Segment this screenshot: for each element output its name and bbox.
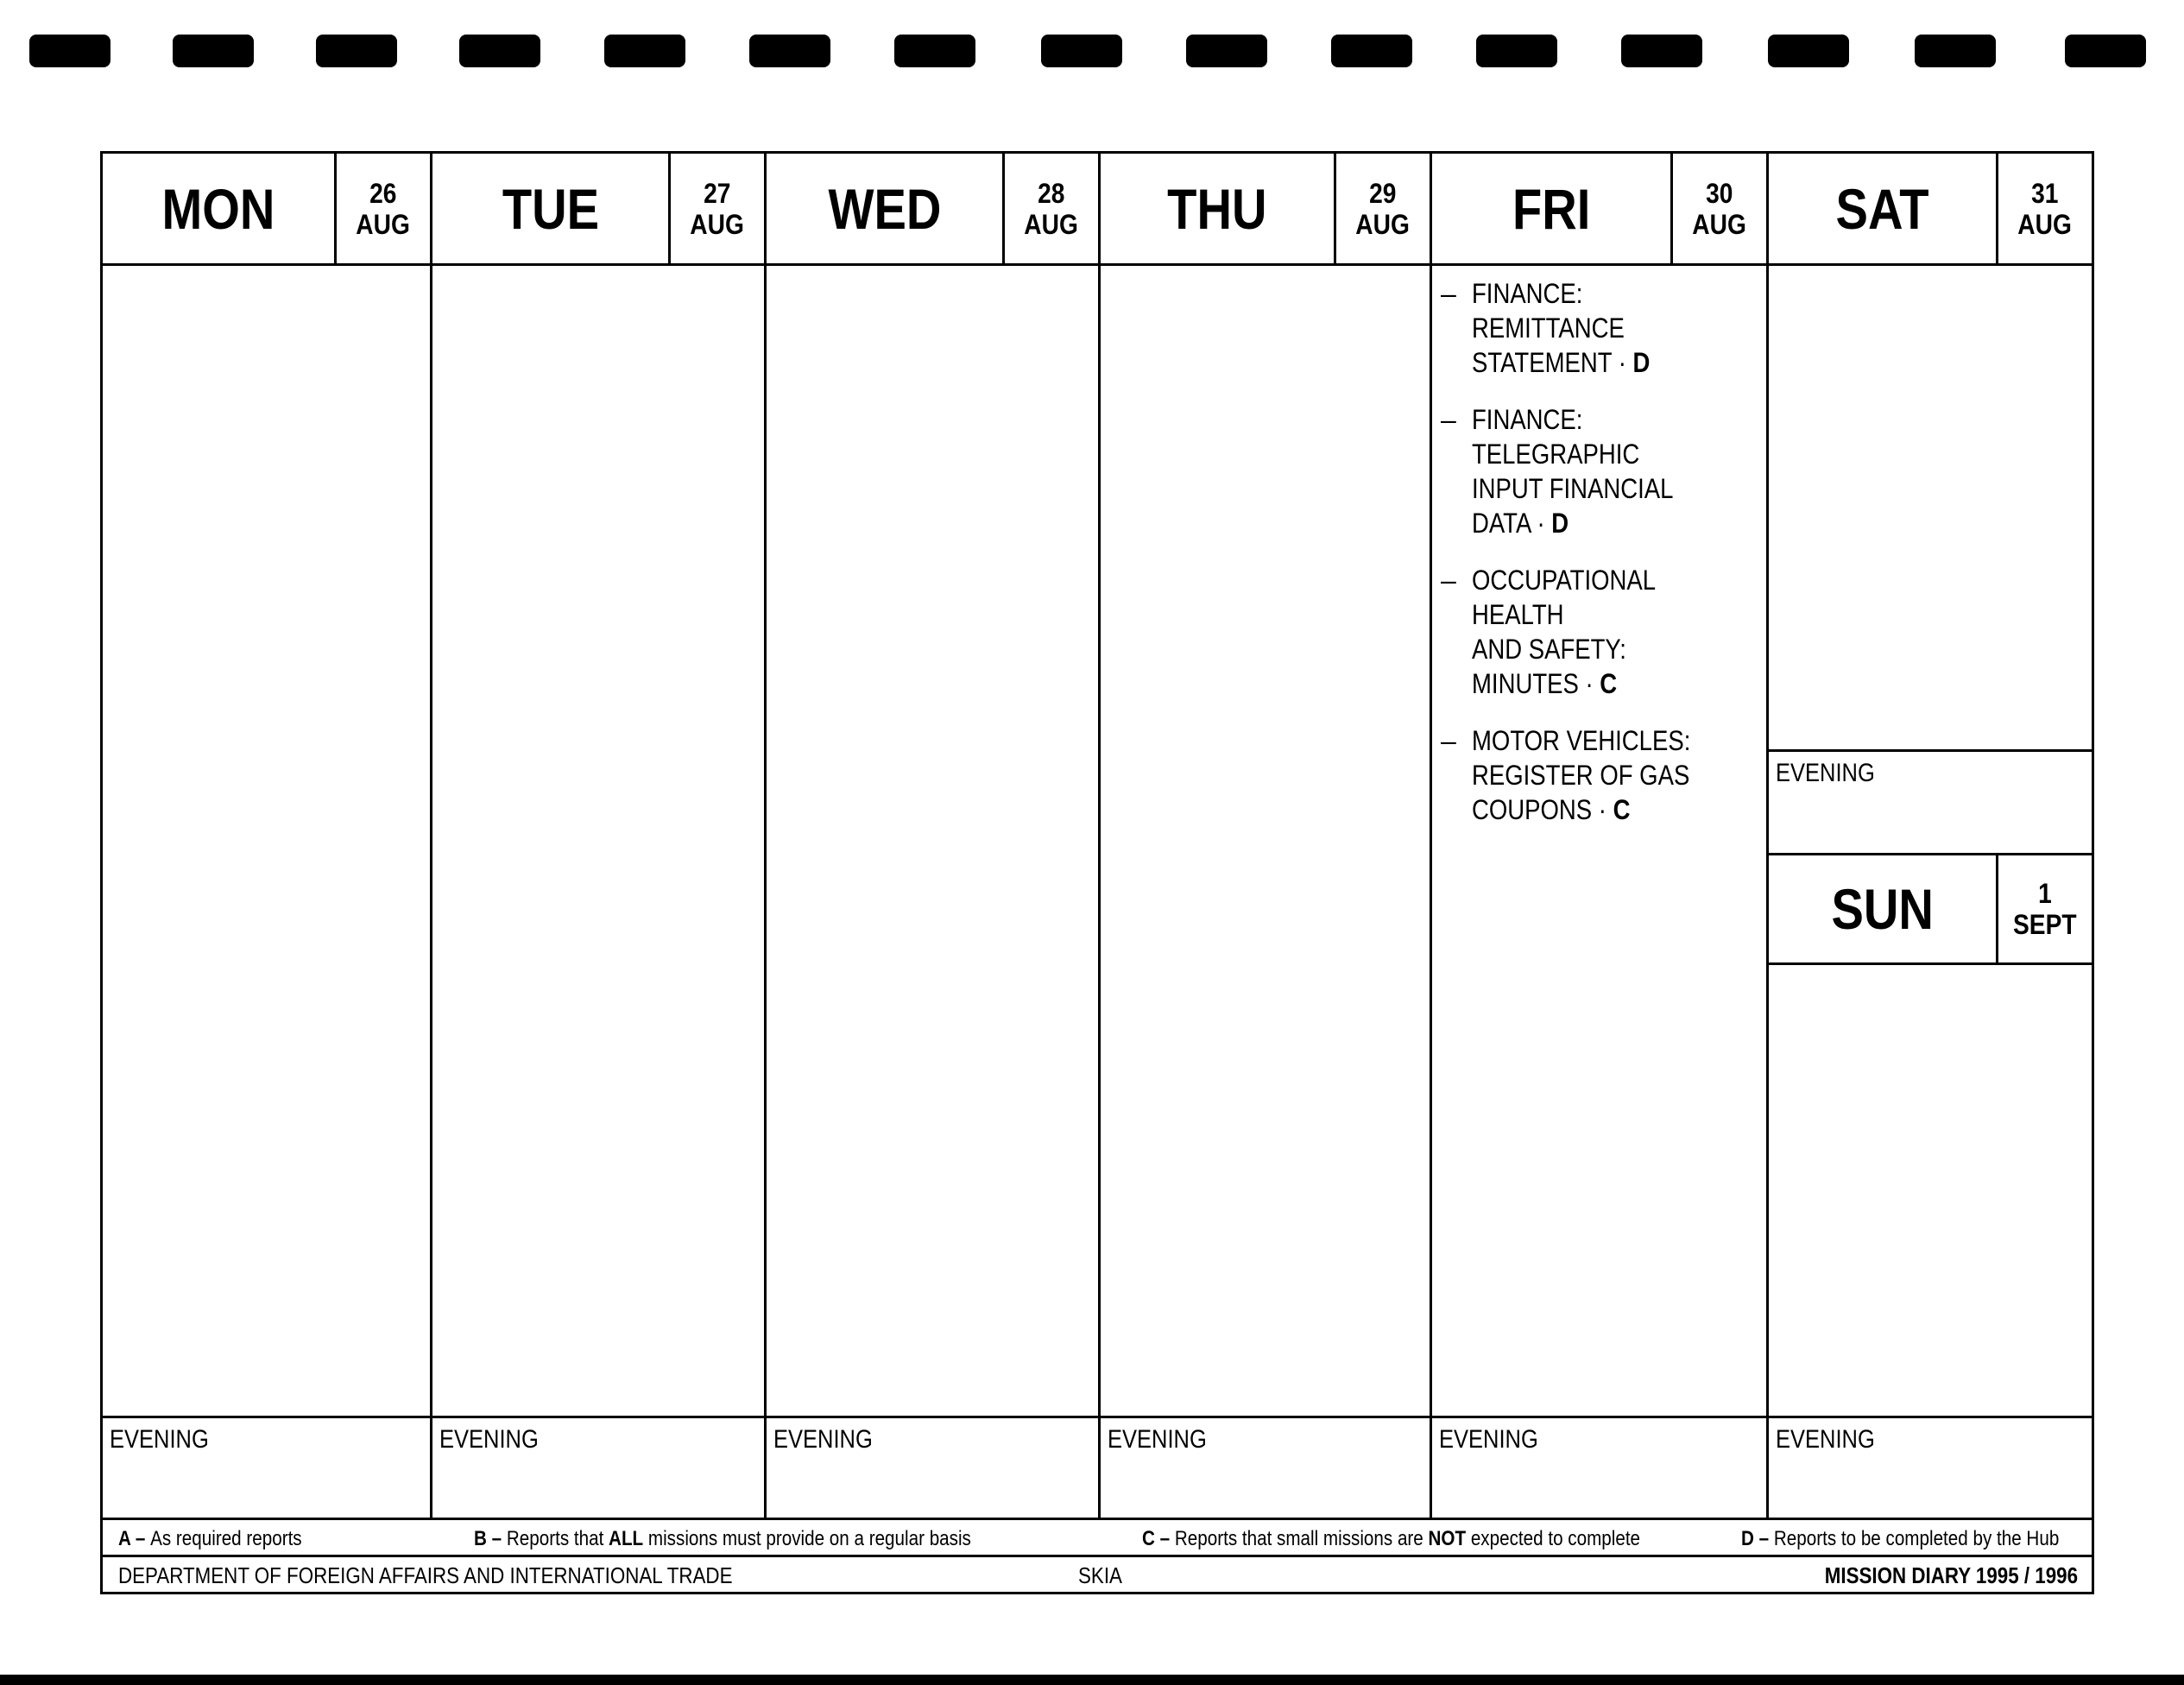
date-month: AUG (356, 208, 411, 240)
evening-label: EVENING (1439, 1425, 1538, 1454)
day-column-mon (103, 154, 432, 1518)
sunday-header (1769, 853, 2092, 965)
date-number: 26 (369, 177, 397, 209)
report-entries (1432, 276, 1766, 849)
evening-box[interactable] (1769, 749, 2092, 853)
report-entry (1441, 402, 1758, 540)
evening-box[interactable] (767, 1416, 1098, 1518)
day-name: THU (1101, 154, 1336, 263)
legend-item-b: B – Reports that ALL missions must provide on a regular basis (474, 1527, 971, 1550)
day-header (432, 154, 764, 266)
entry-code: C (1600, 668, 1618, 699)
date-number: 30 (1706, 177, 1733, 209)
evening-label: EVENING (773, 1425, 873, 1454)
date-month: AUG (690, 208, 745, 240)
evening-box[interactable] (1769, 1416, 2092, 1518)
day-date (337, 154, 430, 263)
day-name: SUN (1769, 855, 1998, 962)
footer-diary-title: MISSION DIARY 1995 / 1996 (1824, 1562, 2078, 1588)
binder-hole (2065, 35, 2146, 67)
report-entry (1441, 276, 1758, 380)
day-column-fri (1432, 154, 1769, 1518)
binder-hole (894, 35, 975, 67)
date-number: 28 (1038, 177, 1065, 209)
evening-label: EVENING (110, 1425, 209, 1454)
binder-hole (1331, 35, 1412, 67)
legend-item-c: C – Reports that small missions are NOT expected to complete (1142, 1527, 1641, 1550)
evening-box[interactable] (1432, 1416, 1766, 1518)
date-number: 1 (2038, 878, 2052, 909)
date-number: 29 (1369, 177, 1397, 209)
evening-label: EVENING (1776, 1425, 1875, 1454)
evening-box[interactable] (432, 1416, 764, 1518)
entry-text: FINANCE: REMITTANCE STATEMENT · D (1472, 278, 1651, 378)
day-date (1998, 855, 2092, 962)
legend-item-d: D – Reports to be completed by the Hub (1741, 1527, 2060, 1550)
binder-hole (1186, 35, 1267, 67)
binder-hole (459, 35, 540, 67)
binder-hole (1476, 35, 1557, 67)
entry-text: MOTOR VEHICLES: REGISTER OF GAS COUPONS · C (1472, 725, 1691, 825)
day-date (1998, 154, 2092, 263)
evening-box[interactable] (103, 1416, 430, 1518)
footer-code: SKIA (1078, 1562, 1122, 1588)
day-name: FRI (1432, 154, 1673, 263)
day-date (1673, 154, 1766, 263)
day-name: MON (103, 154, 337, 263)
date-month: AUG (1024, 208, 1079, 240)
binder-hole (1915, 35, 1996, 67)
entry-code: D (1632, 347, 1651, 378)
date-number: 27 (704, 177, 731, 209)
day-header (767, 154, 1098, 266)
day-header (1432, 154, 1766, 266)
binder-hole (749, 35, 830, 67)
entry-code: D (1551, 508, 1569, 539)
day-name: TUE (432, 154, 671, 263)
entry-dash: – (1441, 278, 1456, 309)
date-month: AUG (1355, 208, 1411, 240)
page-footer (103, 1557, 2092, 1592)
day-header (103, 154, 430, 266)
binder-hole (316, 35, 397, 67)
day-header (1101, 154, 1430, 266)
report-code-legend (103, 1518, 2092, 1557)
day-name: WED (767, 154, 1005, 263)
day-column-sat-sun (1769, 154, 2092, 1518)
binder-hole (604, 35, 685, 67)
day-name: SAT (1769, 154, 1998, 263)
report-entry (1441, 723, 1758, 827)
bottom-edge-bar (0, 1675, 2184, 1685)
evening-label: EVENING (1108, 1425, 1207, 1454)
day-header (1769, 154, 2092, 266)
entry-text: FINANCE: TELEGRAPHIC INPUT FINANCIAL DATA · D (1472, 404, 1674, 539)
entry-code: C (1613, 794, 1631, 825)
report-entry (1441, 563, 1758, 701)
binder-hole (29, 35, 110, 67)
day-date (1336, 154, 1430, 263)
evening-box[interactable] (1101, 1416, 1430, 1518)
day-date (671, 154, 764, 263)
entry-dash: – (1441, 565, 1456, 596)
evening-label: EVENING (439, 1425, 539, 1454)
evening-label: EVENING (1776, 759, 1875, 787)
date-number: 31 (2031, 177, 2059, 209)
binder-hole (1621, 35, 1702, 67)
day-date (1005, 154, 1098, 263)
day-column-tue (432, 154, 767, 1518)
day-column-wed (767, 154, 1101, 1518)
binder-hole (1041, 35, 1122, 67)
date-month: AUG (2017, 208, 2073, 240)
footer-department: DEPARTMENT OF FOREIGN AFFAIRS AND INTERNATIONAL TRADE (118, 1562, 733, 1588)
entry-dash: – (1441, 725, 1456, 756)
binder-hole (173, 35, 254, 67)
date-month: SEPT (2013, 909, 2077, 940)
diary-week-frame (100, 151, 2094, 1594)
entry-text: OCCUPATIONAL HEALTH AND SAFETY: MINUTES · C (1472, 565, 1656, 699)
binder-hole (1768, 35, 1849, 67)
date-month: AUG (1692, 208, 1747, 240)
legend-item-a: A – As required reports (118, 1527, 302, 1550)
entry-dash: – (1441, 404, 1456, 435)
day-column-thu (1101, 154, 1432, 1518)
